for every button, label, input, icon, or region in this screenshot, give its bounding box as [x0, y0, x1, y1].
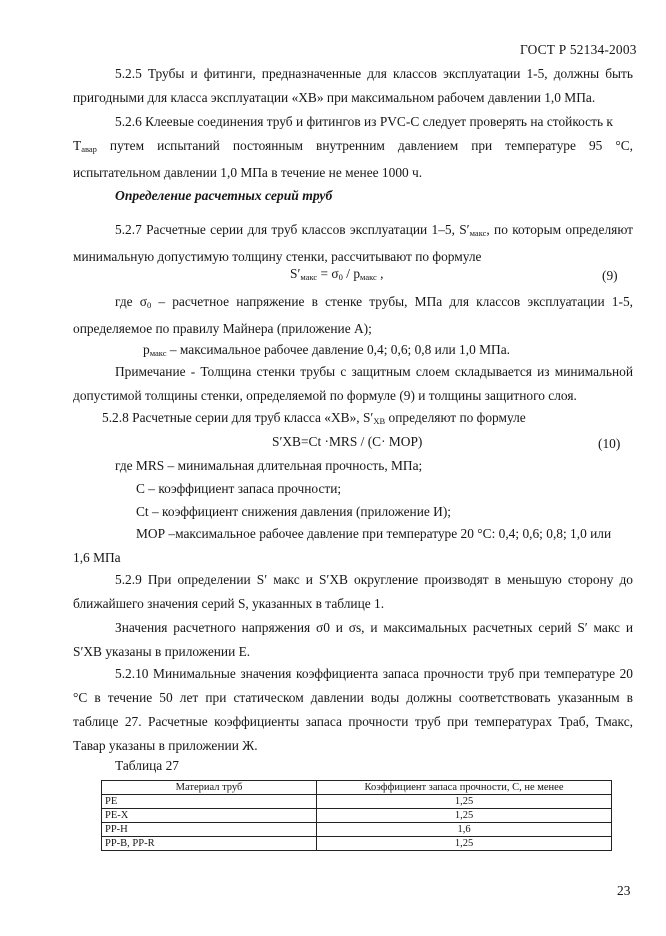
t-avar-sub: авар [81, 144, 97, 154]
document-header: ГОСТ Р 52134-2003 [520, 42, 637, 57]
table-header-row [102, 781, 612, 795]
where-mop: МОР –максимальное рабочее давление при температуре 20 °С: 0,4; 0,6; 0,8; 1,0 или [136, 526, 612, 541]
t-avar: Т [73, 138, 82, 153]
table-row [102, 837, 612, 851]
material-cell: PE-X [102, 809, 317, 823]
s-max-sub: макс [469, 228, 487, 238]
paragraph-5-2-6 [73, 110, 633, 185]
note: Примечание - Толщина стенки трубы с защитным слоем складывается из минимальной допустимой толщины стенки, определяемой по формуле (9) и толщины защитного слоя. [73, 364, 633, 403]
where-sigma-sub: 0 [146, 300, 152, 310]
paragraph-5-2-7-a: 5.2.7 Расчетные серии для труб классов эксплуатации 1–5, S′ [115, 222, 470, 237]
s-xb-sub: ХВ [373, 416, 386, 426]
coef-cell: 1,25 [317, 809, 612, 823]
table-row [102, 795, 612, 809]
formula-9-mid: = σ [317, 266, 339, 281]
paragraph-5-2-7-b: , по которым определяют минимальную допустимую толщину стенки, рассчитывают по формуле [73, 222, 633, 264]
section-heading: Определение расчетных серий труб [115, 188, 333, 203]
table-row [102, 823, 612, 837]
material-cell: PP-B, PP-R [102, 837, 317, 851]
formula-9-sigma-sub: 0 [338, 272, 343, 282]
formula-9-end: , [376, 266, 384, 281]
coef-cell: 1,6 [317, 823, 612, 837]
paragraph-5-2-6-rest: путем испытаний постоянным внутренним давлением при температуре 95 °С, испытательном давлении 1,0 МПа в течение не менее 1000 ч. [73, 138, 633, 180]
where-c: С – коэффициент запаса прочности; [136, 481, 342, 496]
where-mop-cont: 1,6 МПа [73, 550, 121, 565]
paragraph-5-2-6-start: 5.2.6 Клеевые соединения труб и фитингов из PVC-C следует проверять на стойкость к [115, 114, 613, 129]
coef-cell: 1,25 [317, 795, 612, 809]
where-pmax-p: p [143, 342, 150, 357]
paragraph-5-2-9-values: Значения расчетного напряжения σ0 и σs, и максимальных расчетных серий S′ макс и S′ХВ указаны в приложении Е. [73, 620, 633, 659]
formula-9-s-sub: макс [300, 272, 318, 282]
where-pmax-b: – максимальное рабочее давление 0,4; 0,6; 0,8 или 1,0 МПа. [166, 342, 510, 357]
col-material-header: Материал труб [102, 781, 317, 795]
formula-9-s: S′ [290, 266, 301, 281]
formula-10: S′ХВ=Ct ·MRS / (C· MOP) [272, 434, 423, 449]
where-pmax-sub: макс [149, 348, 167, 358]
table-caption: Таблица 27 [115, 758, 179, 773]
paragraph-5-2-7 [73, 218, 633, 269]
equation-number-9: (9) [602, 268, 618, 283]
paragraph-5-2-5: 5.2.5 Трубы и фитинги, предназначенные для классов эксплуатации 1-5, должны быть пригодными для класса эксплуатации «ХВ» при максимальном рабочем давлении 1,0 МПа. [73, 66, 633, 105]
paragraph-5-2-8 [73, 406, 633, 433]
paragraph-5-2-10: 5.2.10 Минимальные значения коэффициента запаса прочности труб при температуре 20 °С в течение 50 лет при статическом давлении воды должны соответствовать указанным в таблице 27. Расчетные коэффициенты запаса прочности труб при температурах Траб, Тмакс, Тавар указаны в приложении Ж. [73, 666, 633, 753]
where-mrs: где MRS – минимальная длительная прочность, МПа; [115, 458, 423, 473]
col-coef-header: Коэффициент запаса прочности, С, не менее [317, 781, 612, 795]
table-27 [101, 780, 612, 851]
coef-cell: 1,25 [317, 837, 612, 851]
where-sigma-a: где σ [115, 294, 147, 309]
formula-9-p-sub: макс [360, 272, 377, 282]
paragraph-5-2-8-b: определяют по формуле [385, 410, 526, 425]
where-sigma-b: – расчетное напряжение в стенке трубы, МПа для классов эксплуатации 1-5, определяемое по правилу Майнера (приложение А); [73, 294, 633, 336]
where-sigma [73, 290, 633, 341]
page-number: 23 [617, 883, 631, 898]
material-cell: PP-H [102, 823, 317, 837]
table-row [102, 809, 612, 823]
where-ct: Ct – коэффициент снижения давления (приложение И); [136, 504, 451, 519]
material-cell: PE [102, 795, 317, 809]
paragraph-5-2-9: 5.2.9 При определении S′ макс и S′ХВ округление производят в меньшую сторону до ближайшего значения серий S, указанных в таблице 1. [73, 572, 633, 611]
formula-9-p: / p [342, 266, 361, 281]
equation-number-10: (10) [598, 436, 621, 451]
formula-9 [290, 266, 384, 282]
paragraph-5-2-8-a: 5.2.8 Расчетные серии для труб класса «ХВ», S′ [102, 410, 374, 425]
